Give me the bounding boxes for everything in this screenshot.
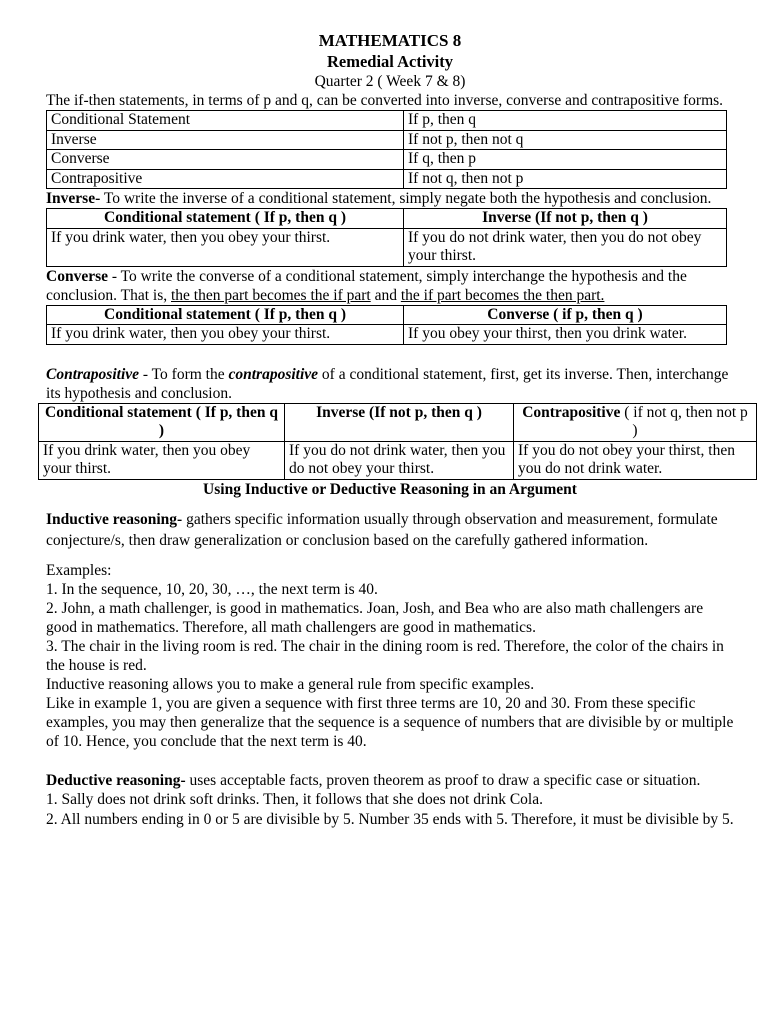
contrapositive-text-rest: of a conditional statement, first, get its inverse. Then, interchange its hypothesis and conclusion.: [46, 365, 729, 402]
table-header-row: [47, 305, 727, 325]
form-name: Inverse: [47, 130, 404, 150]
table-cell: If you obey your thirst, then you drink water.: [404, 325, 727, 345]
list-item: 1. Sally does not drink soft drinks. Then, it follows that she does not drink Cola.: [46, 790, 543, 808]
converse-table: [46, 305, 727, 345]
converse-conjunction: and: [370, 286, 401, 304]
table-row: [47, 169, 727, 189]
table-cell: If you drink water, then you obey your thirst.: [47, 325, 404, 345]
table-cell: If you drink water, then you obey your thirst.: [47, 228, 404, 266]
column-header: Conditional statement ( If p, then q ): [47, 209, 404, 229]
intro-paragraph: The if-then statements, in terms of p and q, can be converted into inverse, converse and contrapositive forms.: [46, 92, 724, 109]
column-header-detail: ( if not q, then not p ): [620, 403, 748, 439]
inductive-term: Inductive reasoning-: [46, 510, 183, 528]
column-header: Conditional statement ( If p, then q ): [39, 403, 285, 441]
examples-label: Examples:: [46, 561, 112, 579]
form-statement: If not p, then not q: [404, 130, 727, 150]
table-header-row: [39, 403, 757, 441]
converse-term: Converse: [46, 267, 108, 285]
list-item: 3. The chair in the living room is red. The chair in the dining room is red. Therefore, the color of the chairs in the house is red.: [46, 637, 724, 674]
converse-definition: [46, 267, 734, 305]
document-subtitle: Remedial Activity: [326, 52, 453, 71]
inductive-explanation: Like in example 1, you are given a sequence with first three terms are 10, 20 and 30. From these specific examples, you may then generalize that the sequence is a sequence of numbers that are divisible by or multiple of 10. Hence, you conclude that the next term is 40.: [46, 694, 734, 750]
list-item: 1. In the sequence, 10, 20, 30, …, the next term is 40.: [46, 580, 378, 598]
form-statement: If q, then p: [404, 150, 727, 170]
table-row: [39, 441, 757, 479]
form-statement: If not q, then not p: [404, 169, 727, 189]
table-row: [47, 325, 727, 345]
table-row: [47, 150, 727, 170]
form-name: Contrapositive: [47, 169, 404, 189]
table-cell: If you do not drink water, then you do not obey your thirst.: [404, 228, 727, 266]
form-statement: If p, then q: [404, 111, 727, 131]
document-title: MATHEMATICS 8: [318, 31, 462, 50]
contrapositive-text: - To form the: [139, 365, 229, 383]
inductive-note: Inductive reasoning allows you to make a general rule from specific examples.: [46, 675, 535, 693]
list-item: 2. John, a math challenger, is good in mathematics. Joan, Josh, and Bea who are also math challengers are good in mathematics. Therefore, all math challengers are good in mathematics.: [46, 599, 704, 636]
table-header-row: [47, 209, 727, 229]
contrapositive-term: Contrapositive: [46, 365, 140, 383]
inverse-text: To write the inverse of a conditional statement, simply negate both the hypothesis and conclusion.: [100, 190, 712, 207]
inverse-definition: [46, 189, 734, 208]
inverse-table: [46, 208, 727, 267]
column-header-strong: Contrapositive: [522, 403, 621, 421]
table-cell: If you drink water, then you obey your thirst.: [39, 441, 285, 479]
column-header: Inverse (If not p, then q ): [285, 403, 514, 441]
contrapositive-table: [38, 403, 757, 480]
column-header: Converse ( if p, then q ): [404, 305, 727, 325]
deductive-definition: [46, 771, 734, 790]
form-name: Converse: [47, 150, 404, 170]
contrapositive-term-inline: contrapositive: [228, 365, 319, 383]
column-header: [514, 403, 757, 441]
forms-table: [46, 110, 727, 189]
table-cell: If you do not obey your thirst, then you do not drink water.: [514, 441, 757, 479]
column-header: Inverse (If not p, then q ): [404, 209, 727, 229]
converse-underline-2: the if part becomes the then part.: [400, 286, 605, 304]
column-header: Conditional statement ( If p, then q ): [47, 305, 404, 325]
table-row: [47, 111, 727, 131]
list-item: 2. All numbers ending in 0 or 5 are divisible by 5. Number 35 ends with 5. Therefore, it must be divisible by 5.: [46, 810, 734, 828]
table-cell: If you do not drink water, then you do not obey your thirst.: [285, 441, 514, 479]
deductive-text: uses acceptable facts, proven theorem as proof to draw a specific case or situation.: [185, 771, 701, 789]
contrapositive-definition: [46, 365, 734, 403]
converse-underline-1: the then part becomes the if part: [171, 286, 371, 304]
form-name: Conditional Statement: [47, 111, 404, 131]
converse-text: - To write the converse of a conditional statement, simply interchange the hypothesis and the conclusion. That is,: [46, 267, 687, 304]
section-heading: Using Inductive or Deductive Reasoning in an Argument: [203, 480, 577, 498]
inductive-text: gathers specific information usually through observation and measurement, formulate conjecture/s, then draw generalization or conclusion based on the carefully gathered information.: [46, 510, 718, 549]
deductive-term: Deductive reasoning-: [46, 771, 186, 789]
table-row: [47, 228, 727, 266]
quarter-label: Quarter 2 ( Week 7 & 8): [314, 73, 466, 90]
table-row: [47, 130, 727, 150]
inverse-term: Inverse-: [46, 190, 101, 207]
inductive-definition: [46, 509, 734, 551]
